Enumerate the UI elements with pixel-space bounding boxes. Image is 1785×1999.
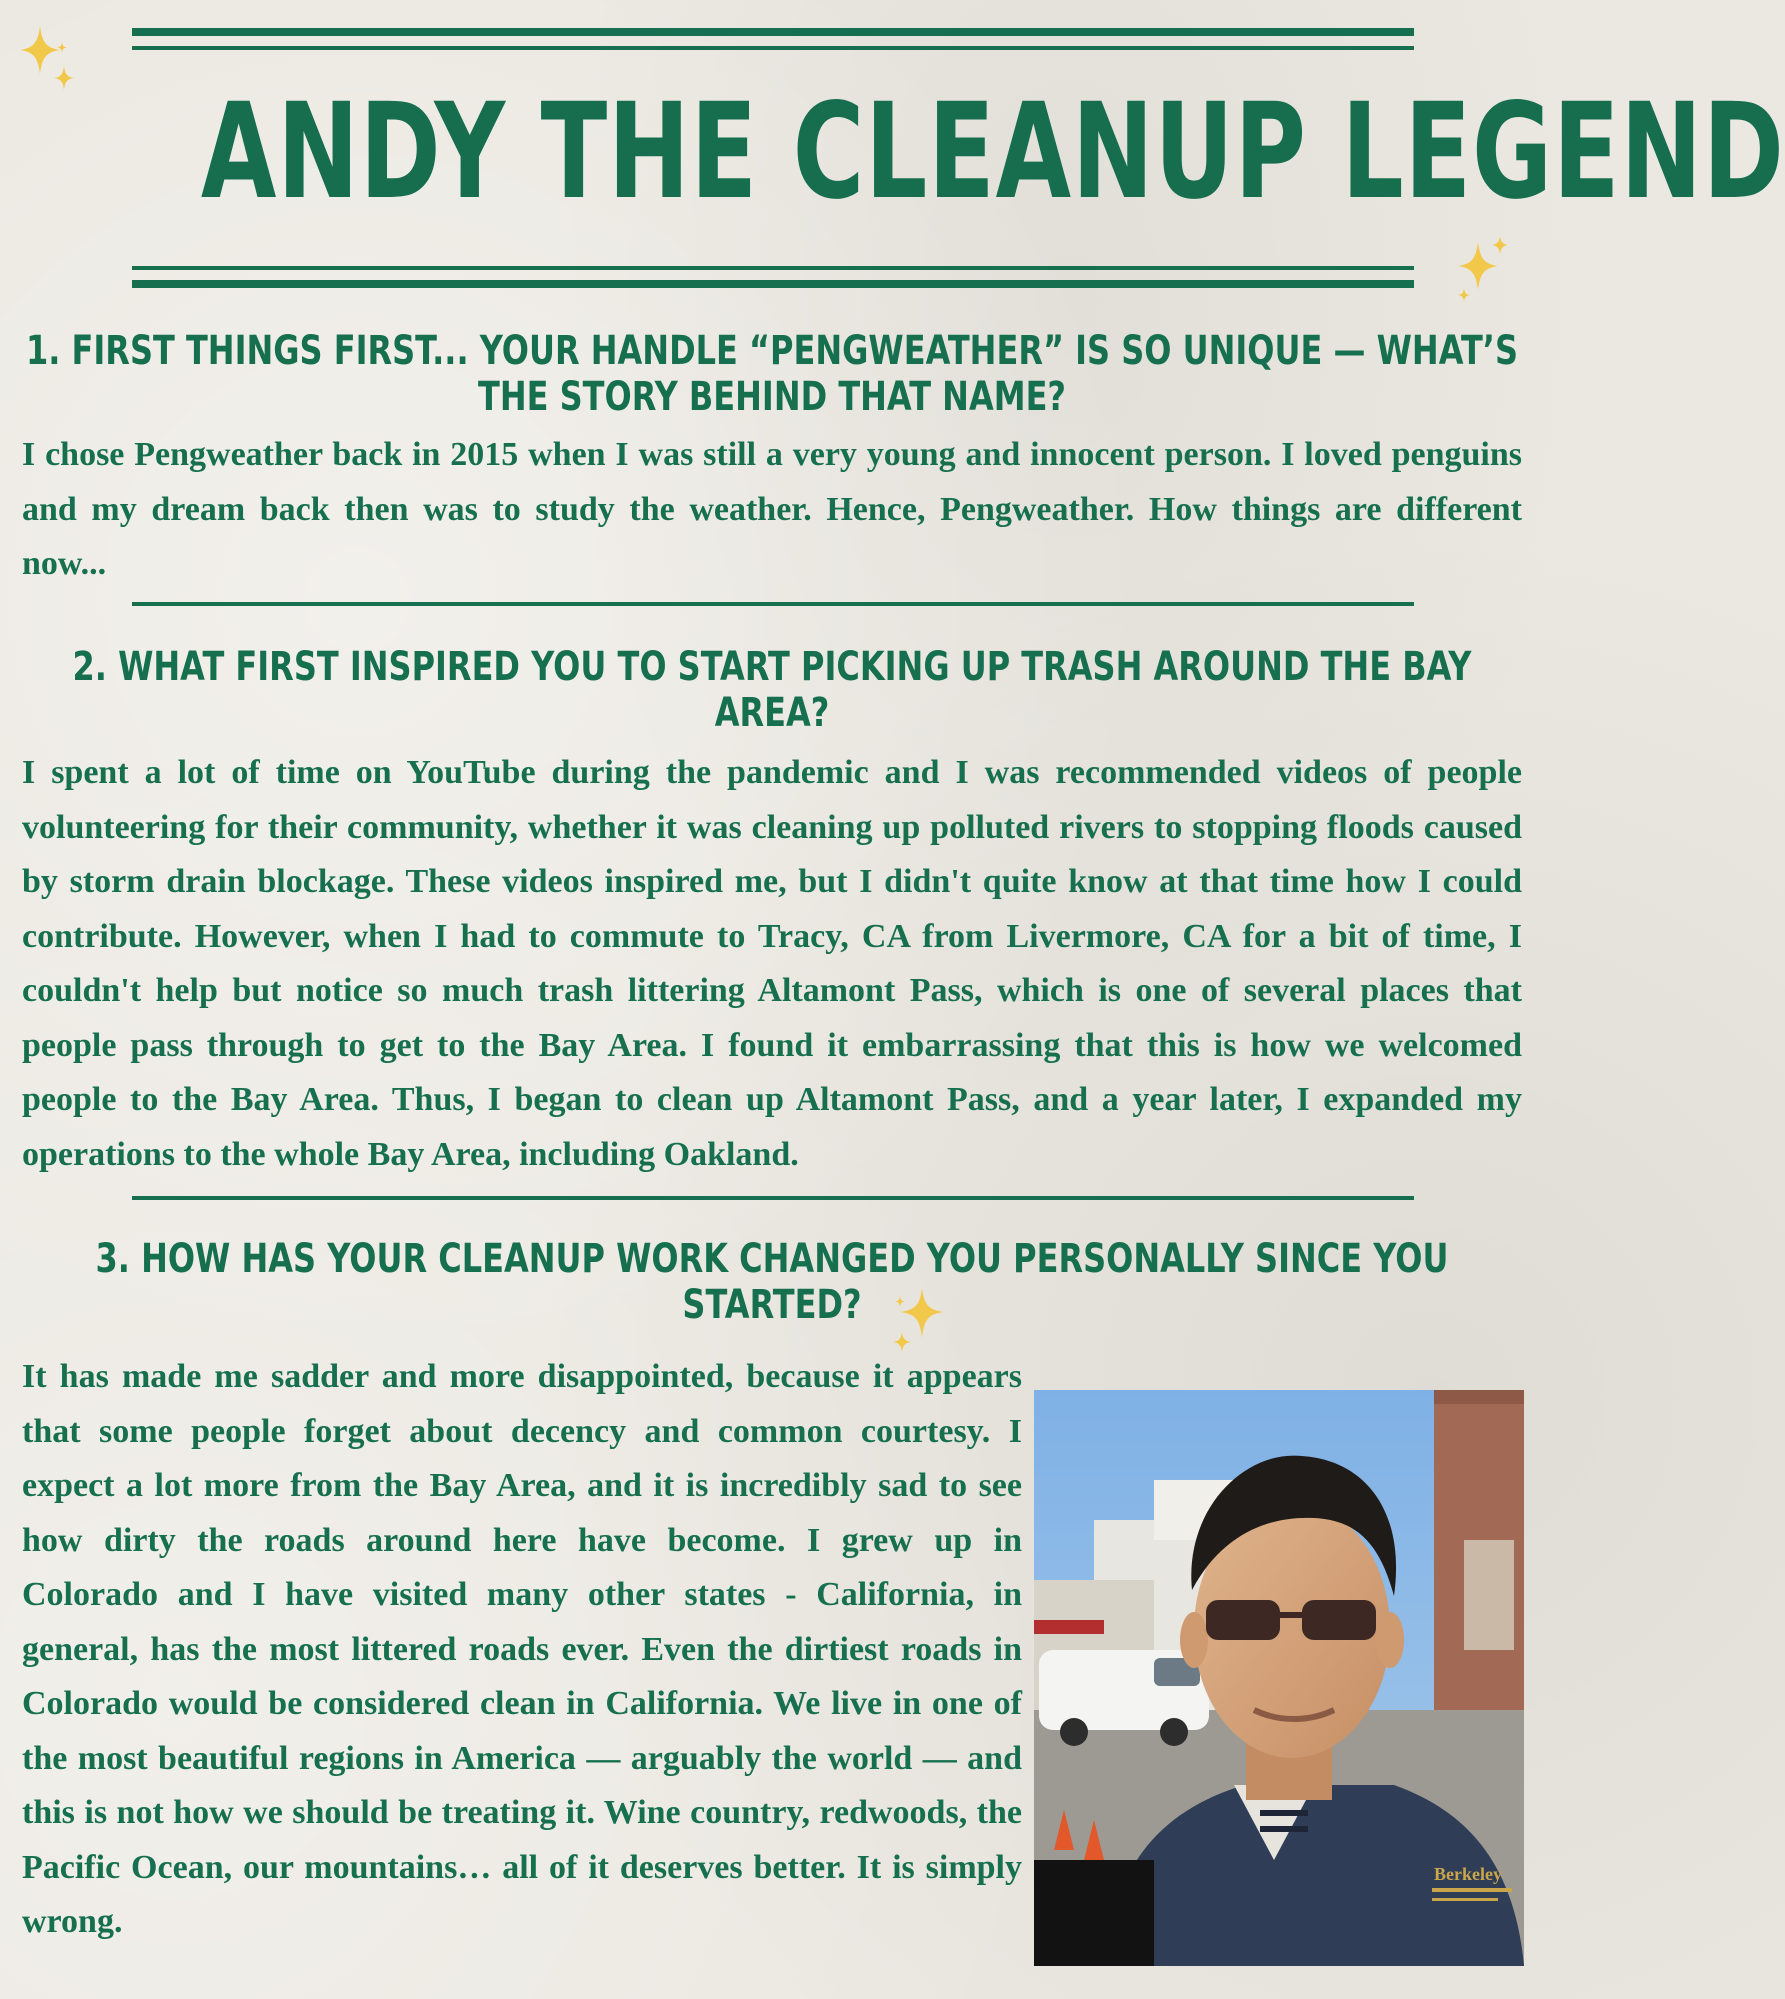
answer-2: I spent a lot of time on YouTube during the pandemic and I was recommended videos of people volunteering for their community, whether it was cleaning up polluted rivers to stopping floods caused by storm drain blockage. These videos inspired me, but I didn't quite know at that time how I could contribute. However, when I had to commute to Tracy, CA from Livermore, CA for a bit of time, I couldn't help but notice so much trash littering Altamont Pass, which is one of several places that people pass through to get to the Bay Area. I found it embarrassing that this is how we welcomed people to the Bay Area. Thus, I began to clean up Altamont Pass, and a year later, I expanded my operations to the whole Bay Area, including Oakland. xyxy=(22,754,1522,1173)
sparkle-icon xyxy=(1454,232,1514,306)
answer-1: I chose Pengweather back in 2015 when I was still a very young and innocent person. I loved penguins and my dream back then was to study the weather. Hence, Pengweather. How things are different now... xyxy=(22,436,1522,582)
question-3-text: 3. HOW HAS YOUR CLEANUP WORK CHANGED YOU PERSONALLY SINCE YOU STARTED? xyxy=(95,1236,1449,1328)
title-bottom-rule-thin xyxy=(132,266,1414,270)
question-3 xyxy=(20,1236,1525,1328)
page-title: ANDY THE CLEANUP LEGEND xyxy=(200,75,1785,229)
section-divider xyxy=(132,1196,1414,1200)
answer-3: It has made me sadder and more disappointed, because it appears that some people forget about decency and common courtesy. I expect a lot more from the Bay Area, and it is incredibly sad to see how dirty the roads around here have become. I grew up in Colorado and I have visited many other states - California, in general, has the most littered roads ever. Even the dirtiest roads in Colorado would be considered clean in California. We live in one of the most beautiful regions in America — arguably the world — and this is not how we should be treating it. Wine country, redwoods, the Pacific Ocean, our mountains… all of it deserves better. It is simply wrong. xyxy=(22,1358,1022,1940)
question-1-text: 1. FIRST THINGS FIRST... YOUR HANDLE “PENGWEATHER” IS SO UNIQUE — WHAT’S THE STORY BEHIND THAT NAME? xyxy=(25,328,1519,420)
interview-photo xyxy=(1034,1390,1524,1966)
section-divider xyxy=(132,602,1414,606)
interview-photo-image xyxy=(1034,1390,1524,1966)
question-1 xyxy=(20,328,1525,420)
question-2 xyxy=(20,644,1525,736)
title-top-rule xyxy=(132,28,1414,36)
title-bottom-rule xyxy=(132,280,1414,288)
jacket-text: Berkeley xyxy=(1434,1864,1502,1884)
title-top-rule-thin xyxy=(132,46,1414,50)
sparkle-icon xyxy=(18,22,80,94)
question-2-text: 2. WHAT FIRST INSPIRED YOU TO START PICKING UP TRASH AROUND THE BAY AREA? xyxy=(72,644,1472,736)
